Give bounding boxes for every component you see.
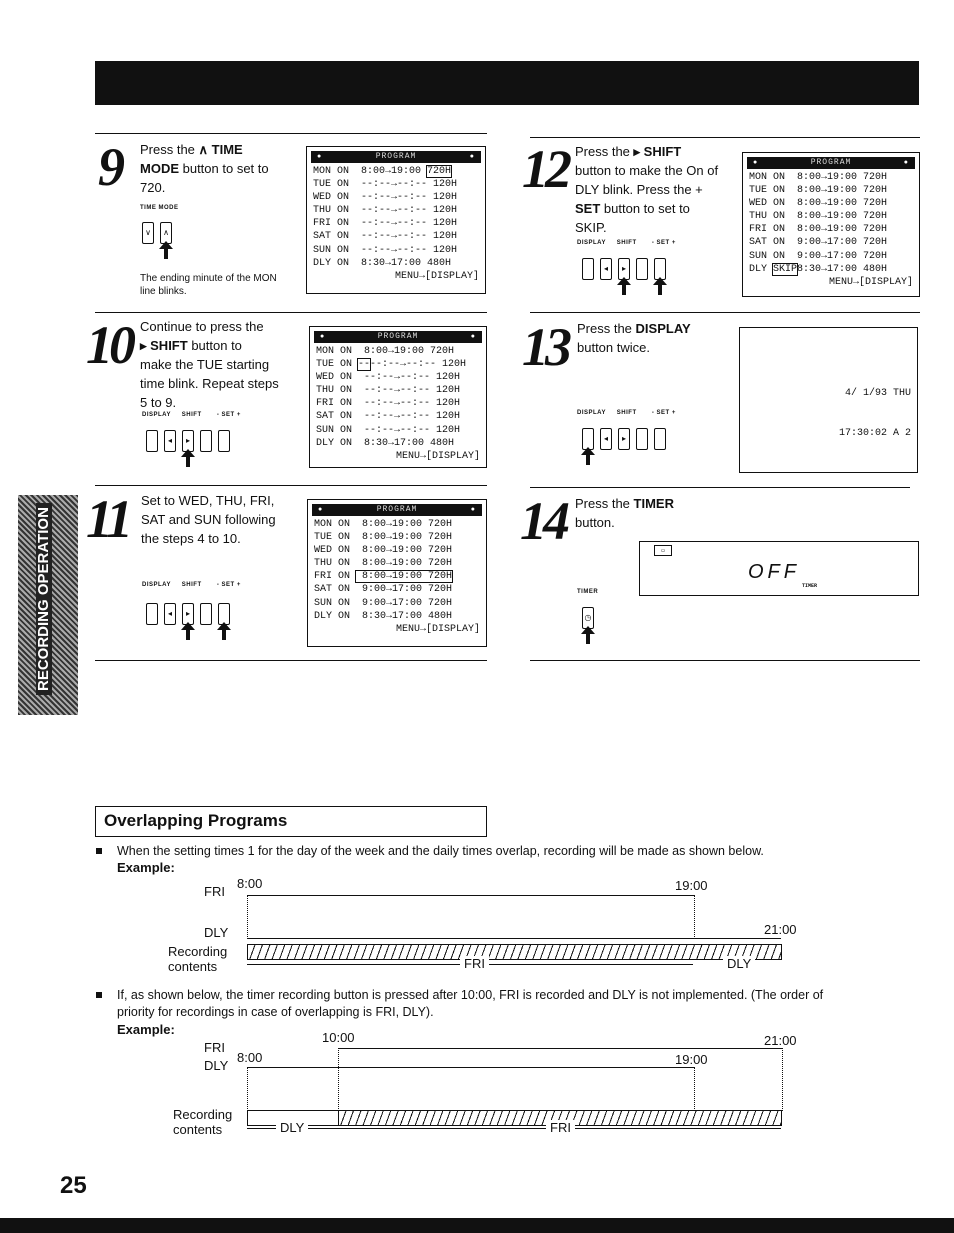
step-10-number: 10	[86, 315, 132, 375]
shift-left-button[interactable]: ◂	[600, 428, 612, 450]
step-9-note: The ending minute of the MON line blinks.	[140, 273, 277, 297]
fri-range-1	[247, 895, 695, 939]
set-plus-button[interactable]	[218, 603, 230, 625]
press-arrow-icon	[181, 449, 195, 457]
cassette-icon: ▭	[654, 545, 672, 556]
bullet-2: If, as shown below, the timer recording button is pressed after 10:00, FRI is recorded and DLY is not implemented. (The order of priority for recordings in case of overlapping is FRI, DLY).	[117, 987, 922, 1021]
step-14-number: 14	[520, 491, 566, 551]
press-arrow-icon	[617, 277, 631, 285]
set-minus-button[interactable]	[636, 258, 648, 280]
shift-right-button[interactable]: ▸	[618, 428, 630, 450]
program-screen-11: ● PROGRAM ● MON ON 8:00→19:00 720H TUE ON 8:00→19:00 720H WED ON 8:00→19:00 720H THU ON 8:00→19:00 720H FRI ON 8:00→19:00 720H SAT ON 9:00→17:00 720H SUN ON 9:00→17:00 720H DLY ON 8:30→17:00 480H MENU→[DISPLAY]	[307, 499, 487, 647]
side-tab: RECORDING OPERATION	[18, 495, 78, 715]
shift-left-button[interactable]: ◂	[164, 430, 176, 452]
program-screen-9: ● PROGRAM ● MON ON 8:00→19:00 720H TUE ON --:--→--:-- 120H WED ON --:--→--:-- 120H THU ON --:--→--:-- 120H FRI ON --:--→--:-- 120H SAT ON --:--→--:-- 120H SUN ON --:--→--:-- 120H DLY ON 8:30→17:00 480H MENU→[DISPLAY]	[306, 146, 486, 294]
set-plus-button[interactable]	[218, 430, 230, 452]
clock-screen-13	[739, 327, 918, 473]
dly-range-1	[247, 938, 781, 939]
section-title: Overlapping Programs	[104, 811, 288, 830]
button-row-13	[582, 428, 666, 450]
display-button[interactable]	[582, 258, 594, 280]
press-arrow-icon	[581, 626, 595, 634]
time-down-button[interactable]: ∨	[142, 222, 154, 244]
program-screen-12: ● PROGRAM ● MON ON 8:00→19:00 720H TUE ON 8:00→19:00 720H WED ON 8:00→19:00 720H THU ON 8:00→19:00 720H FRI ON 8:00→19:00 720H SAT ON 9:00→17:00 720H SUN ON 9:00→17:00 720H DLY SKIP8:30→17:00 480H MENU→[DISPLAY]	[742, 152, 920, 297]
page-number: 25	[60, 1172, 87, 1199]
time-up-button[interactable]: ∧	[160, 222, 172, 244]
shift-right-button[interactable]: ▸	[182, 430, 194, 452]
time-mode-label: TIME MODE	[140, 205, 179, 211]
button-row-12	[582, 258, 666, 280]
step-11-text: Set to WED, THU, FRI, SAT and SUN following the steps 4 to 10.	[141, 493, 276, 546]
bullet-1: When the setting times 1 for the day of the week and the daily times overlap, recording will be made as shown below.	[117, 843, 917, 860]
time-mode-buttons	[142, 222, 172, 244]
dly-range-2	[247, 1067, 695, 1111]
step-9-text: Press the ∧ TIME MODE button to set to 720.	[140, 142, 269, 195]
display-button[interactable]	[146, 603, 158, 625]
screen-time: 17:30:02 A 2	[838, 427, 911, 439]
shift-right-button[interactable]: ▸	[618, 258, 630, 280]
footer-bar	[0, 1218, 954, 1233]
press-arrow-icon	[217, 622, 231, 630]
press-arrow-icon	[159, 241, 173, 249]
set-plus-button[interactable]	[654, 258, 666, 280]
step-11-number: 11	[86, 489, 130, 549]
shift-left-button[interactable]: ◂	[164, 603, 176, 625]
press-arrow-icon	[653, 277, 667, 285]
set-minus-button[interactable]	[636, 428, 648, 450]
timer-button[interactable]: ◷	[582, 607, 594, 629]
step-12-number: 12	[522, 139, 568, 199]
step-12-text: Press the ▸ SHIFT button to make the On of DLY blink. Press the + SET button to set to SKIP.	[575, 144, 719, 235]
button-row-10	[146, 430, 230, 452]
step-14-text: Press the TIMER button.	[575, 496, 674, 530]
shift-right-button[interactable]: ▸	[182, 603, 194, 625]
step-13-text: Press the DISPLAY button twice.	[577, 321, 691, 355]
step-9-number: 9	[98, 137, 121, 197]
off-readout: OFF	[748, 561, 800, 583]
button-row-14	[582, 607, 594, 629]
screen-date: 4/ 1/93 THU	[844, 388, 911, 400]
program-screen-10: ● PROGRAM ● MON ON 8:00→19:00 720H TUE ON ----:--→--:-- 120H WED ON --:--→--:-- 120H THU ON --:--→--:-- 120H FRI ON --:--→--:-- 120H SAT ON --:--→--:-- 120H SUN ON --:--→--:-- 120H DLY ON 8:30→17:00 480H MENU→[DISPLAY]	[309, 326, 487, 468]
press-arrow-icon	[581, 447, 595, 455]
press-arrow-icon	[181, 622, 195, 630]
timer-display-14: ▭ OFF TIMER	[639, 541, 919, 596]
set-minus-button[interactable]	[200, 430, 212, 452]
step-13-number: 13	[522, 317, 568, 377]
display-button[interactable]	[146, 430, 158, 452]
set-minus-button[interactable]	[200, 603, 212, 625]
display-button[interactable]	[582, 428, 594, 450]
shift-left-button[interactable]: ◂	[600, 258, 612, 280]
header-bar	[95, 61, 919, 105]
step-10-text: Continue to press the ▸ SHIFT button to make the TUE starting time blink. Repeat steps 5 to 9.	[140, 319, 279, 410]
section-title-box	[95, 806, 487, 837]
set-plus-button[interactable]	[654, 428, 666, 450]
button-row-11	[146, 603, 230, 625]
